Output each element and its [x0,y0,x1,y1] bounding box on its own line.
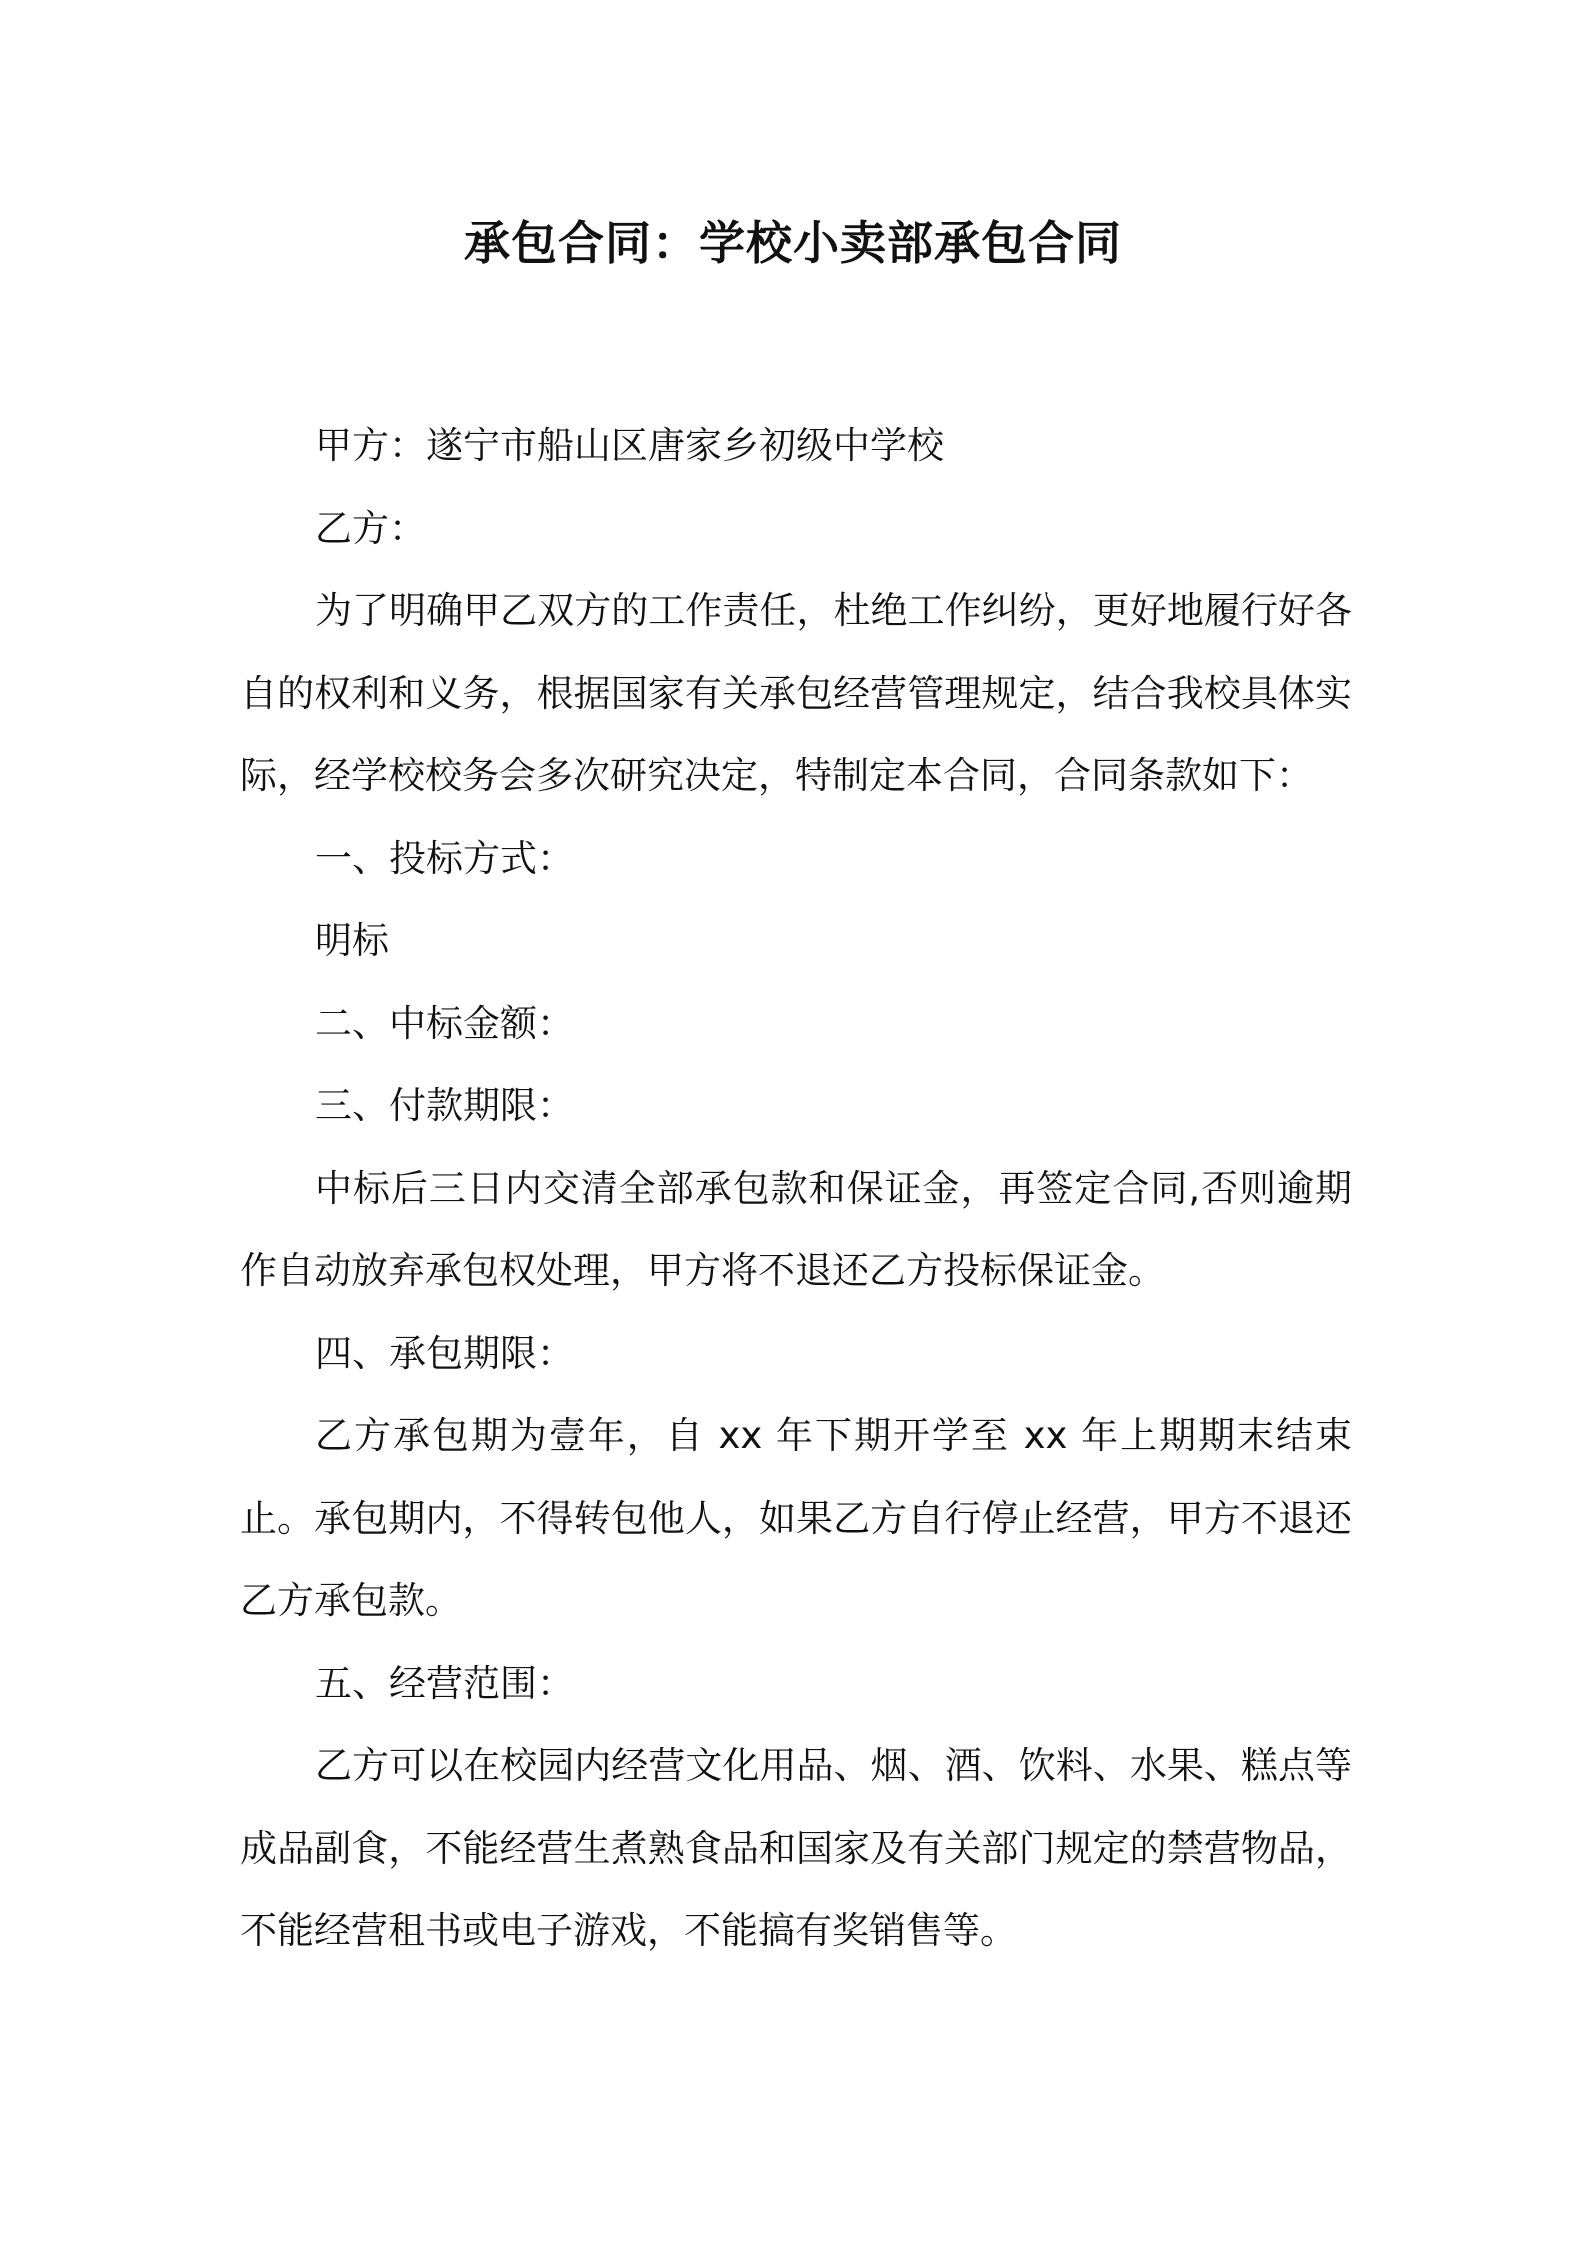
section-heading-payment-term: 三、付款期限： [315,1084,574,1127]
section-heading-contract-period: 四、承包期限： [315,1331,574,1375]
section-heading-winning-amount: 二、中标金额： [315,1001,574,1045]
preamble-paragraph: 为了明确甲乙双方的工作责任，杜绝工作纠纷，更好地履行好各自的权利和义务，根据国家有关承包经营管理规定，结合我校具体实际，经学校校务会多次研究决定，特制定本合同，合同条款如下： [240,589,1352,797]
bidding-method-value: 明标 [315,919,389,962]
document-title: 承包合同：学校小卖部承包合同 [464,216,1122,270]
payment-term-paragraph: 中标后三日内交清全部承包款和保证金，再签定合同,否则逾期作自动放弃承包权处理，甲方将不退还乙方投标保证金。 [240,1166,1352,1292]
document-body [240,405,1352,1973]
party-b-line: 乙方： [315,506,426,550]
business-scope-paragraph: 乙方可以在校园内经营文化用品、烟、酒、饮料、水果、糕点等成品副食，不能经营生煮熟食品和国家及有关部门规定的禁营物品，不能经营租书或电子游戏，不能搞有奖销售等。 [240,1744,1352,1952]
section-heading-business-scope: 五、经营范围： [315,1661,574,1705]
section-heading-bidding-method: 一、投标方式： [315,836,574,880]
contract-period-paragraph: 乙方承包期为壹年，自 xx 年下期开学至 xx 年上期期末结束止。承包期内，不得转包他人，如果乙方自行停止经营，甲方不退还乙方承包款。 [240,1414,1352,1622]
party-a-line: 甲方：遂宁市船山区唐家乡初级中学校 [315,424,944,467]
